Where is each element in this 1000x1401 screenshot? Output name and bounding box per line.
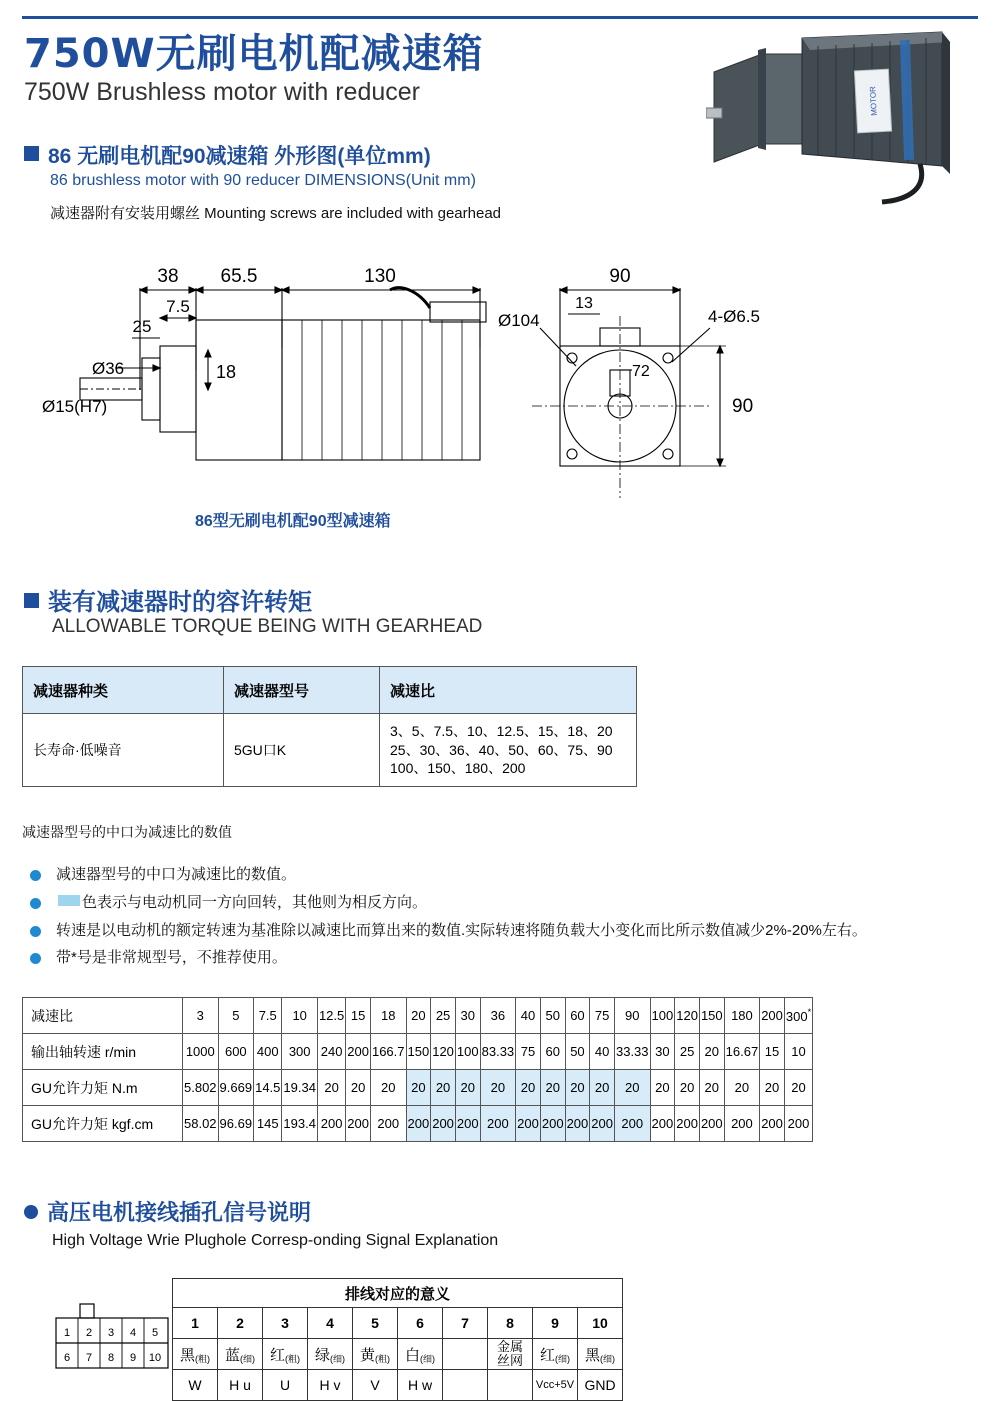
table-cell: 20 [760,1070,785,1106]
th-model: 减速器型号 [224,667,380,714]
table-cell: 20 [675,1070,700,1106]
table-cell: 75 [516,1034,541,1070]
row-label: 减速比 [23,998,183,1034]
table-cell: 19.34 [282,1070,318,1106]
table-cell: 18 [370,998,406,1034]
svg-text:Ø104: Ø104 [498,311,540,330]
table-row [173,1339,623,1370]
bullet-dot-icon [30,953,41,964]
table-cell: 200 [565,1106,590,1142]
pin-number: 6 [398,1308,443,1339]
bullet-circle-icon [24,1205,38,1219]
table-cell: 20 [516,1070,541,1106]
pin-number: 1 [173,1308,218,1339]
svg-text:5: 5 [151,1327,159,1339]
pin-number: 10 [578,1308,623,1339]
table-cell: 200 [760,998,785,1034]
table-cell: 16.67 [724,1034,760,1070]
row-label: 输出轴转速 r/min [23,1034,183,1070]
table-cell: 10 [784,1034,812,1070]
table-cell: 200 [699,1106,724,1142]
table-cell: 20 [650,1070,675,1106]
table-cell: 200 [516,1106,541,1142]
ratio-line-1: 3、5、7.5、10、12.5、15、18、20 [390,722,613,739]
table-cell: 120 [675,998,700,1034]
table-cell: 83.33 [480,1034,516,1070]
header-rule [22,16,978,19]
table-cell: 9.669 [218,1070,254,1106]
table-cell: 20 [431,1070,456,1106]
table-cell: 20 [614,1070,650,1106]
table-cell: 5 [218,998,254,1034]
table-cell: 20 [699,1034,724,1070]
pin-number: 3 [263,1308,308,1339]
table-cell: 20 [590,1070,615,1106]
bullet-dot-icon [30,870,41,881]
drawing-caption: 86型无刷电机配90型减速箱 [195,513,391,530]
wire-color: 黑(粗) [173,1339,218,1370]
list-item [26,949,966,968]
notes-list [26,866,966,977]
dimension-drawing [20,250,810,540]
signal-name [443,1370,488,1401]
plughole-signal-table [172,1278,623,1401]
note-text: 带*号是非常规型号，不推荐使用。 [56,949,287,967]
signal-name: H u [218,1370,263,1401]
svg-text:4: 4 [129,1327,137,1339]
section1-note: 减速器附有安装用螺丝 Mounting screws are included with gearhead [50,205,502,222]
table-cell: 60 [565,998,590,1034]
wire-color: 白(细) [398,1339,443,1370]
table-cell: 25 [675,1034,700,1070]
table-cell: 400 [254,1034,282,1070]
table-cell: 50 [565,1034,590,1070]
table-cell: 180 [724,998,760,1034]
wire-color: 红(粗) [263,1339,308,1370]
row-label: GU允许力矩 N.m [23,1070,183,1106]
table-cell: 150 [699,998,724,1034]
table-cell: 40 [590,1034,615,1070]
pin-number: 5 [353,1308,398,1339]
table-cell: 33.33 [614,1034,650,1070]
note-text: 转速是以电动机的额定转速为基准除以减速比而算出来的数值.实际转速将随负载大小变化而比所示数值减少2%-20%左右。 [56,921,867,939]
table-cell: 25 [431,998,456,1034]
table-row [23,1070,813,1106]
cell-model: 5GU口K [224,714,380,787]
table-row [173,1370,623,1401]
motor-photo [706,24,976,214]
table-cell: 166.7 [370,1034,406,1070]
table-cell: 20 [540,1070,565,1106]
svg-text:4-Ø6.5: 4-Ø6.5 [708,307,760,326]
table-cell: 60 [540,1034,565,1070]
page-title-en: 750W Brushless motor with reducer [24,78,420,106]
table-cell: 300* [784,998,812,1034]
table1-footnote: 减速器型号的中口为减速比的数值 [22,824,232,840]
svg-text:Ø36: Ø36 [92,359,125,378]
table-row [23,998,813,1034]
signal-name: U [263,1370,308,1401]
section1-subtitle: 86 brushless motor with 90 reducer DIMENSIONS(Unit mm) [50,172,476,189]
signal-name: GND [578,1370,623,1401]
table-cell: 1000 [183,1034,219,1070]
table-cell: 200 [760,1106,785,1142]
bullet-square-icon [24,146,39,161]
wire-color [443,1339,488,1370]
row-label: GU允许力矩 kgf.cm [23,1106,183,1142]
table-cell: 120 [431,1034,456,1070]
th-kind: 减速器种类 [23,667,224,714]
table-cell: 20 [699,1070,724,1106]
wire-color: 蓝(细) [218,1339,263,1370]
note-text: 色表示与电动机同一方向回转，其他则为相反方向。 [82,893,428,911]
table-cell: 200 [590,1106,615,1142]
wire-color: 黑(细) [578,1339,623,1370]
table-cell: 5.802 [183,1070,219,1106]
svg-text:7: 7 [85,1352,93,1364]
svg-text:MOTOR: MOTOR [868,85,879,117]
table-cell: 100 [455,1034,480,1070]
table-cell: 200 [406,1106,431,1142]
table-cell: 20 [784,1070,812,1106]
table-cell: 36 [480,998,516,1034]
table-cell: 200 [540,1106,565,1142]
svg-text:7.5: 7.5 [166,297,190,316]
table-cell: 200 [370,1106,406,1142]
svg-text:8: 8 [107,1352,115,1364]
section2-title: 装有减速器时的容许转矩 [24,582,312,617]
connector-diagram [52,1300,172,1370]
table-cell: 14.5 [254,1070,282,1106]
table-cell: 7.5 [254,998,282,1034]
page-title-cn: 750W无刷电机配减速箱 [24,31,484,77]
table-cell: 200 [480,1106,516,1142]
pin-number: 8 [488,1308,533,1339]
table-cell: 90 [614,998,650,1034]
table-cell: 20 [455,1070,480,1106]
table-cell: 20 [565,1070,590,1106]
svg-text:2: 2 [85,1327,93,1339]
wire-color: 绿(细) [308,1339,353,1370]
table-row [23,1034,813,1070]
svg-text:90: 90 [732,396,754,417]
wire-color: 金属 丝网 [488,1339,533,1370]
table-row [173,1308,623,1339]
table-cell: 15 [346,998,371,1034]
wire-color: 红(细) [533,1339,578,1370]
th-ratio: 减速比 [380,667,637,714]
table-cell: 240 [317,1034,345,1070]
table-cell: 12.5 [317,998,345,1034]
table-cell: 193.4 [282,1106,318,1142]
svg-text:Ø15(H7): Ø15(H7) [42,397,108,416]
ratio-line-2: 25、30、36、40、50、60、75、90 [390,741,613,758]
svg-text:9: 9 [129,1352,137,1364]
table-cell: 200 [346,1106,371,1142]
table-cell: 20 [480,1070,516,1106]
table-cell: 145 [254,1106,282,1142]
svg-text:130: 130 [364,266,396,287]
svg-text:65.5: 65.5 [220,266,258,287]
svg-text:6: 6 [63,1352,71,1364]
table-cell: 30 [650,1034,675,1070]
svg-text:1: 1 [63,1327,71,1339]
table-cell: 15 [760,1034,785,1070]
section3-title: 高压电机接线插孔信号说明 [24,1196,311,1227]
signal-name: H w [398,1370,443,1401]
table-cell: 100 [650,998,675,1034]
ratio-line-3: 100、150、180、200 [390,760,526,777]
signal-name: Vcc+5V [533,1370,578,1401]
table-cell: 40 [516,998,541,1034]
table-cell: 20 [370,1070,406,1106]
table-cell: 20 [406,998,431,1034]
table-cell: 200 [317,1106,345,1142]
table-cell: 200 [455,1106,480,1142]
table-cell: 200 [675,1106,700,1142]
table-cell: 50 [540,998,565,1034]
bullet-dot-icon [30,926,41,937]
signal-name: V [353,1370,398,1401]
list-item [26,922,966,941]
note-text: 减速器型号的中口为减速比的数值。 [56,866,297,883]
bullet-dot-icon [30,898,41,909]
color-swatch [58,895,80,906]
table-cell: 58.02 [183,1106,219,1142]
table-header-row [173,1279,623,1308]
table-cell: 200 [431,1106,456,1142]
svg-text:38: 38 [157,266,179,287]
table-header-row [23,667,637,714]
signal-name: H v [308,1370,353,1401]
bullet-square-icon-2 [24,593,39,608]
table-cell: 75 [590,998,615,1034]
list-item [26,866,966,885]
table-cell: 200 [650,1106,675,1142]
table-cell: 200 [614,1106,650,1142]
svg-text:25: 25 [132,317,152,336]
pin-number: 4 [308,1308,353,1339]
svg-text:72: 72 [632,363,650,380]
list-item [26,894,966,913]
gearhead-type-table [22,666,637,787]
signal-table-title: 排线对应的意义 [173,1279,623,1308]
table-cell: 20 [406,1070,431,1106]
table-cell: 200 [346,1034,371,1070]
allowable-torque-table [22,997,813,1142]
table-cell: 96.69 [218,1106,254,1142]
table-row [23,714,637,787]
svg-text:13: 13 [575,295,593,312]
signal-name [488,1370,533,1401]
table-cell: 200 [724,1106,760,1142]
cell-ratios [380,714,637,787]
cell-kind: 长寿命·低噪音 [23,714,224,787]
pin-number: 7 [443,1308,488,1339]
svg-text:18: 18 [216,362,237,382]
table-cell: 30 [455,998,480,1034]
table-cell: 20 [317,1070,345,1106]
table-cell: 20 [724,1070,760,1106]
table-cell: 10 [282,998,318,1034]
pin-number: 2 [218,1308,263,1339]
pin-number: 9 [533,1308,578,1339]
wire-color: 黄(粗) [353,1339,398,1370]
table-cell: 200 [784,1106,812,1142]
table-cell: 150 [406,1034,431,1070]
table-cell: 300 [282,1034,318,1070]
svg-text:10: 10 [148,1352,162,1364]
section1-title: 86 无刷电机配90减速箱 外形图(单位mm) [24,140,431,170]
table-cell: 600 [218,1034,254,1070]
table-row [23,1106,813,1142]
signal-name: W [173,1370,218,1401]
section2-subtitle: ALLOWABLE TORQUE BEING WITH GEARHEAD [52,616,483,637]
table-cell: 20 [346,1070,371,1106]
table-cell: 3 [183,998,219,1034]
section3-subtitle: High Voltage Wrie Plughole Corresp-onding Signal Explanation [52,1232,499,1249]
svg-text:3: 3 [107,1327,115,1339]
svg-text:90: 90 [609,266,631,287]
